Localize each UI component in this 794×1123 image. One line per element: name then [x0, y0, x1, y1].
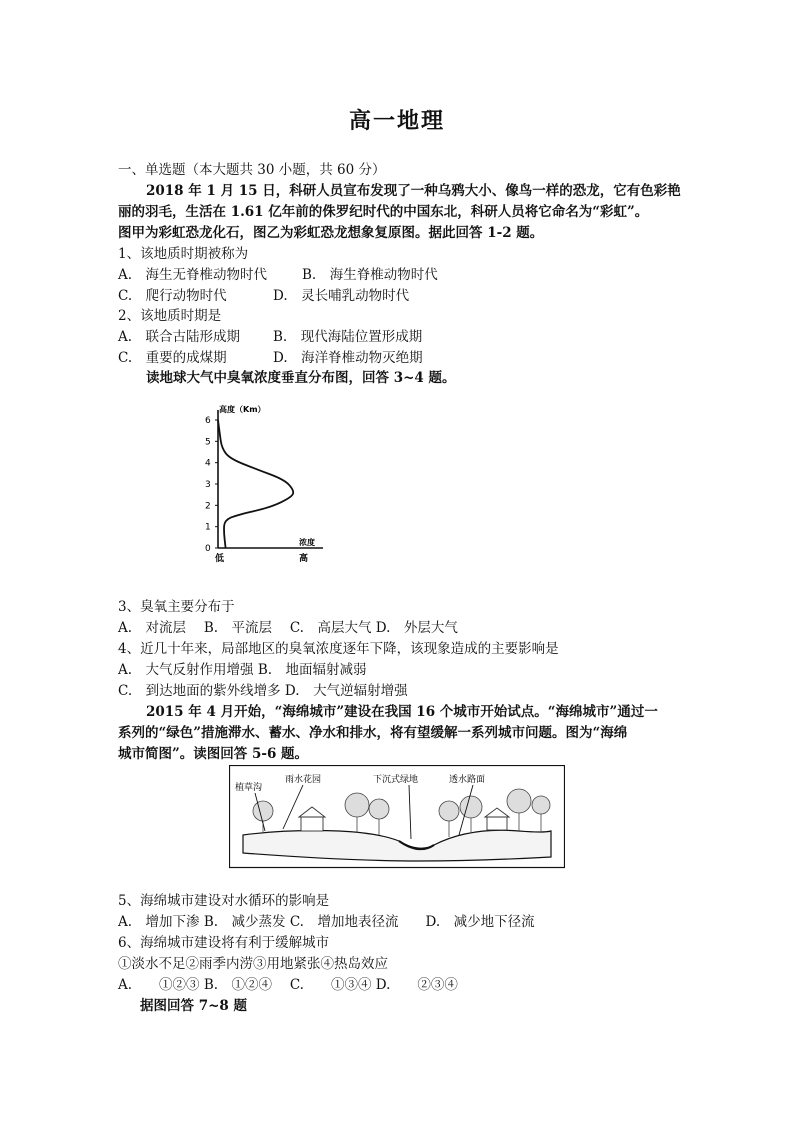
sponge-city-figure	[229, 765, 565, 869]
question-1-option-c: C. 爬行动物时代	[118, 288, 227, 304]
question-6-stem: 6、海绵城市建设将有利于缓解城市	[118, 935, 330, 951]
ozone-concentration-curve	[218, 420, 293, 548]
label-rain-garden: 雨水花园	[285, 775, 322, 785]
ozone-vertical-distribution-chart	[195, 398, 335, 564]
y-tick-label: 1	[205, 522, 211, 533]
question-4-stem: 4、近几十年来，局部地区的臭氧浓度逐年下降，该现象造成的主要影响是	[118, 641, 559, 657]
intro-1-line-3: 图甲为彩虹恐龙化石，图乙为彩虹恐龙想象复原图。据此回答 1-2 题。	[118, 225, 544, 241]
y-tick-label: 0	[205, 544, 211, 554]
page-title: 高一地理	[348, 108, 445, 134]
intro-3-line-1: 2015 年 4 月开始，“海绵城市”建设在我国 16 个城市开始试点。“海绵城市”通过一	[146, 704, 658, 720]
intro-4: 据图回答 7~8 题	[140, 998, 247, 1014]
question-5-stem: 5、海绵城市建设对水循环的影响是	[118, 893, 330, 909]
question-5-options: A. 增加下渗 B. 减少蒸发 C. 增加地表径流 D. 减少地下径流	[118, 914, 535, 930]
question-3-options: A. 对流层 B. 平流层 C. 高层大气 D. 外层大气	[118, 620, 458, 636]
label-sunken-green: 下沉式绿地	[373, 775, 419, 785]
y-tick-label: 6	[205, 416, 211, 426]
y-tick-labels	[205, 416, 218, 554]
intro-3-line-2: 系列的“绿色”措施滞水、蓄水、净水和排水，将有望缓解一系列城市问题。图为“海绵	[118, 725, 628, 741]
y-tick-label: 2	[205, 501, 211, 512]
question-2-option-b: B. 现代海陆位置形成期	[273, 329, 423, 345]
question-1-option-a: A. 海生无脊椎动物时代	[118, 267, 268, 283]
y-tick-label: 4	[205, 458, 211, 469]
x-tick-low: 低	[215, 554, 225, 564]
section-heading: 一、单选题（本大题共 30 小题，共 60 分）	[118, 162, 386, 178]
label-grass-swale: 植草沟	[235, 783, 263, 793]
question-1-stem: 1、该地质时期被称为	[118, 246, 249, 262]
question-6-items: ①淡水不足②雨季内涝③用地紧张④热岛效应	[118, 956, 388, 972]
intro-3-line-3: 城市简图”。读图回答 5-6 题。	[118, 746, 309, 762]
question-2-option-a: A. 联合古陆形成期	[118, 329, 241, 345]
question-2-option-c: C. 重要的成煤期	[118, 350, 227, 366]
question-4-options-ab: A. 大气反射作用增强 B. 地面辐射减弱	[118, 662, 367, 678]
question-2-stem: 2、该地质时期是	[118, 308, 222, 324]
y-axis-label: 高度（Km）	[219, 405, 266, 414]
x-axis-label: 浓度	[299, 538, 315, 547]
y-tick-label: 3	[205, 480, 211, 490]
intro-1-line-2: 丽的羽毛，生活在 1.61 亿年前的侏罗纪时代的中国东北，科研人员将它命名为“彩虹”。	[118, 204, 649, 220]
question-6-options: A. ①②③ B. ①②④ C. ①③④ D. ②③④	[118, 977, 458, 993]
question-4-options-cd: C. 到达地面的紫外线增多 D. 大气逆辐射增强	[118, 683, 408, 699]
question-1-option-d: D. 灵长哺乳动物时代	[273, 288, 410, 304]
question-3-stem: 3、臭氧主要分布于	[118, 599, 235, 615]
intro-1-line-1: 2018 年 1 月 15 日，科研人员宣布发现了一种乌鸦大小、像鸟一样的恐龙，它有色彩艳	[146, 183, 681, 199]
question-2-option-d: D. 海洋脊椎动物灭绝期	[273, 350, 423, 366]
x-tick-high: 高	[299, 554, 309, 564]
y-tick-label: 5	[205, 437, 211, 448]
label-permeable-pavement: 透水路面	[449, 775, 486, 785]
intro-2: 读地球大气中臭氧浓度垂直分布图，回答 3~4 题。	[146, 370, 456, 386]
question-1-option-b: B. 海生脊椎动物时代	[302, 267, 438, 283]
